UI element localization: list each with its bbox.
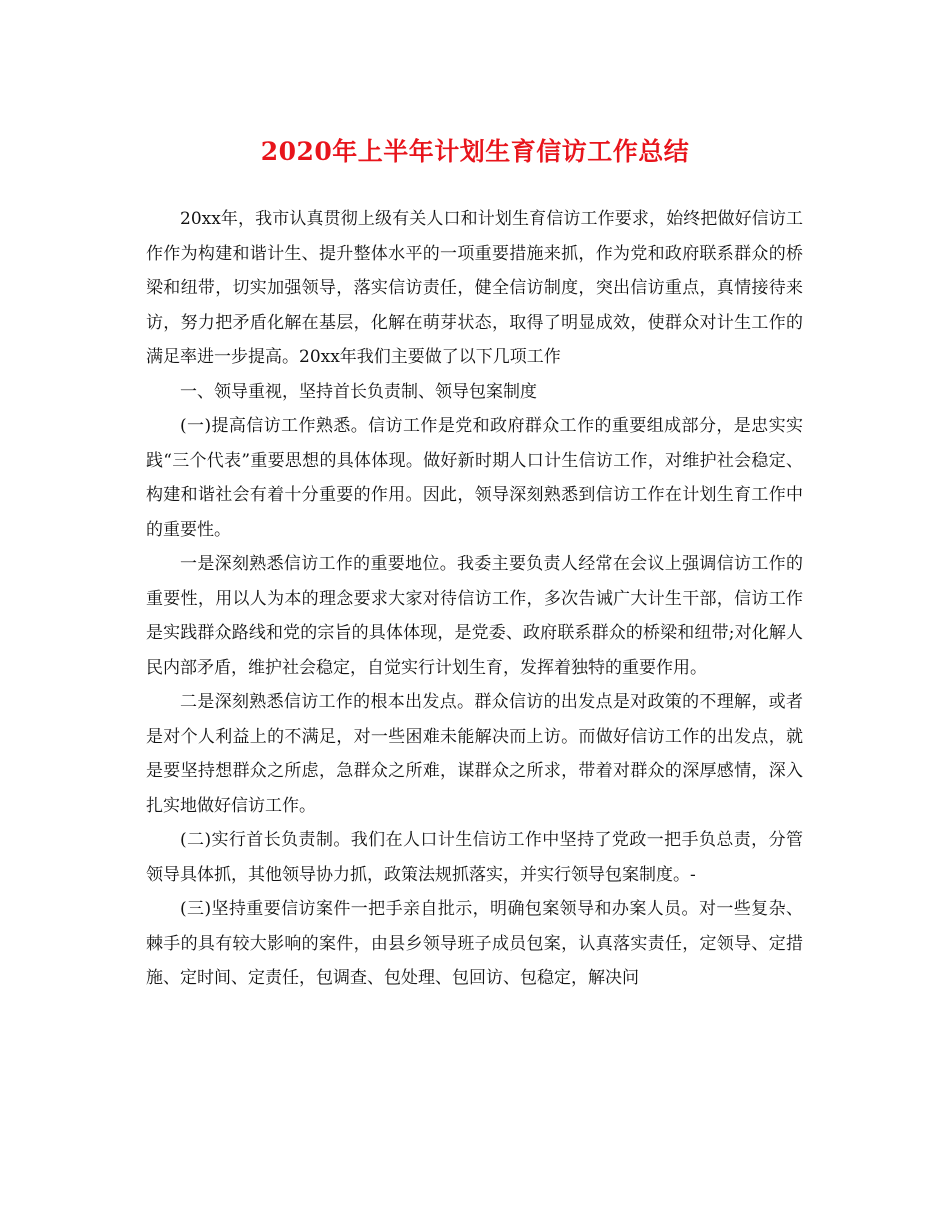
section-heading-1: 一、领导重视，坚持首长负责制、领导包案制度 <box>180 381 537 402</box>
paragraph-intro: 20xx年，我市认真贯彻上级有关人口和计划生育信访工作要求，始终把做好信访工作作为构建和谐计生、提升整体水平的一项重要措施来抓，作为党和政府联系群众的桥梁和纽带，切实加强领导，落实信访责任，健全信访制度，突出信访重点，真情接待来访，努力把矛盾化解在基层，化解在萌芽状态，取得了明显成效，使群众对计生工作的满足率进一步提高。20xx年我们主要做了以下几项工作 <box>146 209 803 367</box>
document-title: 2020年上半年计划生育信访工作总结 <box>260 137 690 166</box>
paragraph-point-1: 一是深刻熟悉信访工作的重要地位。我委主要负责人经常在会议上强调信访工作的重要性，用以人为本的理念要求大家对待信访工作，多次告诫广大计生干部，信访工作是实践群众路线和党的宗旨的具体体现，是党委、政府联系群众的桥梁和纽带;对化解人民内部矛盾，维护社会稳定，自觉实行计划生育，发挥着独特的重要作用。 <box>146 554 803 678</box>
paragraph-point-2: 二是深刻熟悉信访工作的根本出发点。群众信访的出发点是对政策的不理解，或者是对个人利益上的不满足，对一些困难未能解决而上访。而做好信访工作的出发点，就是要坚持想群众之所虑，急群众之所难，谋群众之所求，带着对群众的深厚感情，深入扎实地做好信访工作。 <box>146 692 803 816</box>
paragraph-subsection-2: (二)实行首长负责制。我们在人口计生信访工作中坚持了党政一把手负总责，分管领导具体抓，其他领导协力抓，政策法规抓落实，并实行领导包案制度。- <box>146 830 803 885</box>
paragraph-subsection-1: (一)提高信访工作熟悉。信访工作是党和政府群众工作的重要组成部分，是忠实实践“三个代表”重要思想的具体体现。做好新时期人口计生信访工作，对维护社会稳定、构建和谐社会有着十分重要的作用。因此，领导深刻熟悉到信访工作在计划生育工作中的重要性。 <box>146 416 803 540</box>
document-body <box>146 202 803 996</box>
paragraph-subsection-3: (三)坚持重要信访案件一把手亲自批示，明确包案领导和办案人员。对一些复杂、棘手的具有较大影响的案件，由县乡领导班子成员包案，认真落实责任，定领导、定措施、定时间、定责任，包调查、包处理、包回访、包稳定，解决问 <box>146 899 803 988</box>
